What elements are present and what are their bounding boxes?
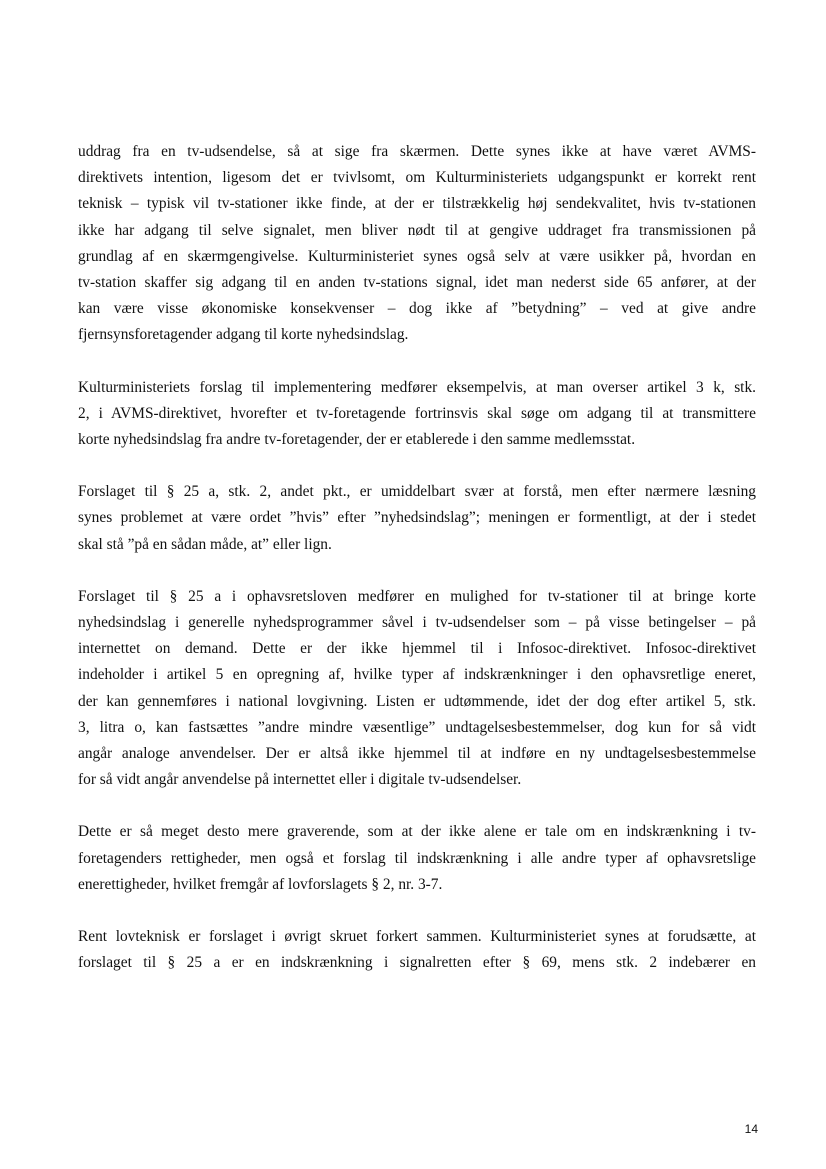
text-line: synes problemet at være ordet ”hvis” efter ”nyhedsindslag”; meningen er formentligt, at der i stedet bbox=[78, 509, 756, 527]
text-line: tv-station skaffer sig adgang til en anden tv-stations signal, idet man nederst side 65 anfører, at der bbox=[78, 274, 756, 292]
paragraph bbox=[78, 479, 756, 558]
text-line: direktivets intention, ligesom det er tvivlsomt, om Kulturministeriets udgangspunkt er korrekt rent bbox=[78, 169, 756, 187]
text-line: uddrag fra en tv-udsendelse, så at sige fra skærmen. Dette synes ikke at have været AVMS- bbox=[78, 143, 756, 160]
text-line: korte nyhedsindslag fra andre tv-foretagender, der er etablerede i den samme medlemsstat. bbox=[78, 431, 636, 449]
paragraph bbox=[78, 924, 756, 976]
text-line: foretagenders rettigheder, men også et forslag til indskrænkning i alle andre typer af ophavsretslige bbox=[78, 849, 756, 867]
text-line: fjernsynsforetagender adgang til korte nyhedsindslag. bbox=[78, 326, 409, 344]
text-line: internettet on demand. Dette er der ikke hjemmel til i Infosoc-direktivet. Infosoc-direktivet bbox=[78, 640, 756, 658]
text-line: grundlag af en skærmgengivelse. Kulturministeriet synes også selv at være usikker på, hvordan en bbox=[78, 247, 756, 265]
text-line: ikke har adgang til selve signalet, men bliver nødt til at gengive uddraget fra transmissionen på bbox=[78, 221, 756, 239]
text-line: Rent lovteknisk er forslaget i øvrigt skruet forkert sammen. Kulturministeriet synes at forudsætte, at bbox=[78, 928, 756, 946]
text-line: enerettigheder, hvilket fremgår af lovforslagets § 2, nr. 3-7. bbox=[78, 875, 443, 893]
text-line: for så vidt angår anvendelse på internettet eller i digitale tv-udsendelser. bbox=[78, 771, 522, 789]
text-line: nyhedsindslag i generelle nyhedsprogrammer såvel i tv-udsendelser som – på visse betingelser – på bbox=[78, 614, 756, 632]
text-line: 3, litra o, kan fastsættes ”andre mindre væsentlige” undtagelsesbestemmelser, dog kun for så vidt bbox=[78, 718, 756, 736]
text-line: Kulturministeriets forslag til implementering medfører eksempelvis, at man overser artikel 3 k, stk. bbox=[78, 378, 756, 396]
text-line: skal stå ”på en sådan måde, at” eller lign. bbox=[78, 535, 332, 553]
text-line: der kan gennemføres i national lovgivning. Listen er udtømmende, idet der dog efter artikel 5, stk. bbox=[78, 692, 756, 710]
body-text bbox=[78, 139, 756, 1002]
paragraph bbox=[78, 139, 756, 349]
text-line: Forslaget til § 25 a i ophavsretsloven medfører en mulighed for tv-stationer til at bringe korte bbox=[78, 587, 756, 605]
text-line: Dette er så meget desto mere graverende, som at der ikke alene er tale om en indskrænkning i tv- bbox=[78, 823, 756, 841]
paragraph bbox=[78, 375, 756, 454]
page-number: 14 bbox=[744, 1122, 758, 1136]
text-line: Forslaget til § 25 a, stk. 2, andet pkt., er umiddelbart svær at forstå, men efter nærmere læsning bbox=[78, 483, 756, 501]
paragraph bbox=[78, 819, 756, 898]
text-line: angår analoge anvendelser. Der er altså ikke hjemmel til at indføre en ny undtagelsesbestemmelse bbox=[78, 745, 756, 763]
text-line: indeholder i artikel 5 en opregning af, hvilke typer af indskrænkninger i den ophavsretlige eneret, bbox=[78, 666, 756, 684]
paragraph bbox=[78, 584, 756, 794]
text-line: kan være visse økonomiske konsekvenser – dog ikke af ”betydning” – ved at give andre bbox=[78, 300, 756, 318]
text-line: 2, i AVMS-direktivet, hvorefter et tv-foretagende fortrinsvis skal søge om adgang til at transmittere bbox=[78, 404, 756, 422]
text-line: teknisk – typisk vil tv-stationer ikke finde, at der er tilstrækkelig høj sendekvalitet, hvis tv-stationen bbox=[78, 195, 756, 213]
text-line: forslaget til § 25 a er en indskrænkning i signalretten efter § 69, mens stk. 2 indebærer en bbox=[78, 954, 756, 972]
